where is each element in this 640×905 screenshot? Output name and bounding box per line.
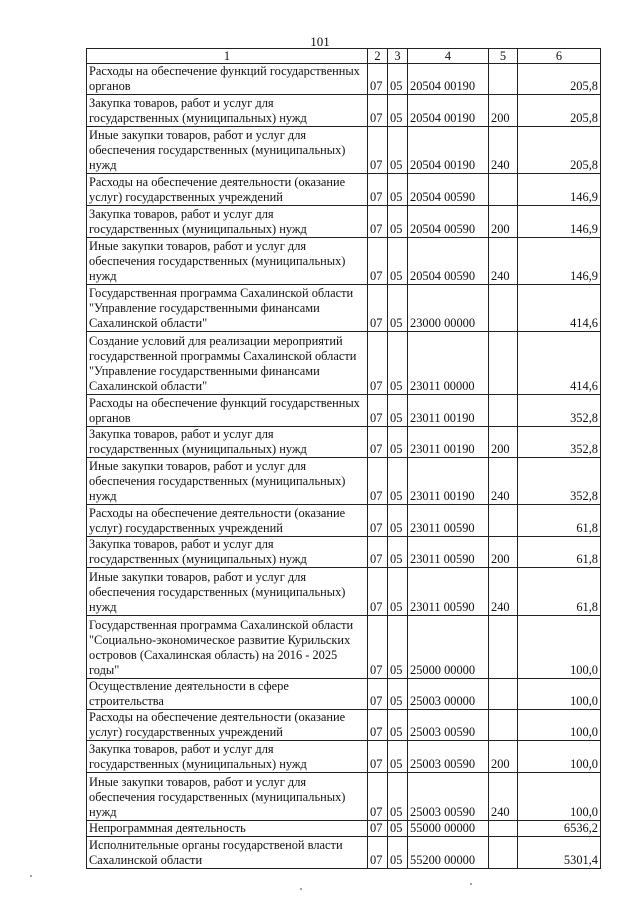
row-amount: 352,8 xyxy=(518,458,601,505)
row-amount: 205,8 xyxy=(518,127,601,174)
row-section: 07 xyxy=(368,616,388,679)
row-expense-type xyxy=(489,395,518,427)
table-row xyxy=(87,568,601,616)
row-amount: 100,0 xyxy=(518,616,601,679)
row-subsection: 05 xyxy=(388,95,408,127)
row-expense-type: 200 xyxy=(489,427,518,458)
row-subsection: 05 xyxy=(388,505,408,537)
row-expense-type xyxy=(489,505,518,537)
row-subsection: 05 xyxy=(388,773,408,821)
row-expense-type xyxy=(489,710,518,741)
table-row xyxy=(87,174,601,206)
table-row xyxy=(87,773,601,821)
row-section: 07 xyxy=(368,837,388,869)
row-section: 07 xyxy=(368,821,388,837)
row-expense-type xyxy=(489,837,518,869)
table-row xyxy=(87,238,601,285)
row-name: Непрограммная деятельность xyxy=(87,821,368,837)
table-row xyxy=(87,395,601,427)
row-target-article: 25000 00000 xyxy=(408,616,489,679)
row-target-article: 20504 00190 xyxy=(408,127,489,174)
table-row xyxy=(87,741,601,773)
row-section: 07 xyxy=(368,568,388,616)
budget-table xyxy=(86,48,601,869)
table-row xyxy=(87,458,601,505)
row-name: Государственная программа Сахалинской области "Управление государственными финансами Сахалинской области" xyxy=(87,285,368,332)
row-amount: 414,6 xyxy=(518,332,601,395)
row-name: Расходы на обеспечение деятельности (оказание услуг) государственных учреждений xyxy=(87,505,368,537)
row-section: 07 xyxy=(368,458,388,505)
header-col-4: 4 xyxy=(408,49,489,64)
row-subsection: 05 xyxy=(388,458,408,505)
header-col-5: 5 xyxy=(489,49,518,64)
row-section: 07 xyxy=(368,679,388,710)
table-row xyxy=(87,95,601,127)
row-target-article: 25003 00590 xyxy=(408,773,489,821)
row-section: 07 xyxy=(368,537,388,568)
header-col-2: 2 xyxy=(368,49,388,64)
row-expense-type: 240 xyxy=(489,458,518,505)
row-name: Закупка товаров, работ и услуг для государственных (муниципальных) нужд xyxy=(87,537,368,568)
header-col-3: 3 xyxy=(388,49,408,64)
row-amount: 352,8 xyxy=(518,395,601,427)
row-target-article: 55200 00000 xyxy=(408,837,489,869)
table-row xyxy=(87,332,601,395)
row-expense-type xyxy=(489,679,518,710)
row-subsection: 05 xyxy=(388,837,408,869)
row-target-article: 23011 00190 xyxy=(408,427,489,458)
row-name: Исполнительные органы государственой власти Сахалинской области xyxy=(87,837,368,869)
row-subsection: 05 xyxy=(388,568,408,616)
row-subsection: 05 xyxy=(388,64,408,95)
row-expense-type xyxy=(489,616,518,679)
row-subsection: 05 xyxy=(388,127,408,174)
row-expense-type xyxy=(489,174,518,206)
row-subsection: 05 xyxy=(388,821,408,837)
row-target-article: 55000 00000 xyxy=(408,821,489,837)
row-expense-type: 240 xyxy=(489,568,518,616)
row-target-article: 20504 00590 xyxy=(408,174,489,206)
row-name: Расходы на обеспечение деятельности (оказание услуг) государственных учреждений xyxy=(87,174,368,206)
table-row xyxy=(87,127,601,174)
table-header-row xyxy=(87,49,601,64)
row-section: 07 xyxy=(368,64,388,95)
row-amount: 414,6 xyxy=(518,285,601,332)
row-subsection: 05 xyxy=(388,710,408,741)
row-target-article: 23011 00590 xyxy=(408,537,489,568)
row-subsection: 05 xyxy=(388,395,408,427)
row-name: Иные закупки товаров, работ и услуг для обеспечения государственных (муниципальных) нужд xyxy=(87,238,368,285)
row-amount: 352,8 xyxy=(518,427,601,458)
page-number: 101 xyxy=(310,34,330,49)
row-name: Осуществление деятельности в сфере строительства xyxy=(87,679,368,710)
row-target-article: 23011 00590 xyxy=(408,505,489,537)
row-target-article: 25003 00000 xyxy=(408,679,489,710)
row-expense-type xyxy=(489,332,518,395)
row-amount: 5301,4 xyxy=(518,837,601,869)
row-amount: 100,0 xyxy=(518,710,601,741)
header-col-6: 6 xyxy=(518,49,601,64)
row-expense-type: 240 xyxy=(489,238,518,285)
row-amount: 100,0 xyxy=(518,679,601,710)
row-expense-type xyxy=(489,64,518,95)
row-expense-type xyxy=(489,821,518,837)
table-row xyxy=(87,537,601,568)
row-amount: 100,0 xyxy=(518,741,601,773)
row-name: Иные закупки товаров, работ и услуг для обеспечения государственных (муниципальных) нужд xyxy=(87,568,368,616)
scan-speck xyxy=(470,883,472,885)
table-row xyxy=(87,837,601,869)
row-amount: 146,9 xyxy=(518,206,601,238)
scan-speck xyxy=(30,875,32,877)
row-expense-type: 240 xyxy=(489,127,518,174)
row-expense-type: 200 xyxy=(489,206,518,238)
table-row xyxy=(87,64,601,95)
table-row xyxy=(87,710,601,741)
table-row xyxy=(87,821,601,837)
row-amount: 61,8 xyxy=(518,505,601,537)
table-row xyxy=(87,505,601,537)
row-name: Иные закупки товаров, работ и услуг для обеспечения государственных (муниципальных) нужд xyxy=(87,127,368,174)
row-subsection: 05 xyxy=(388,174,408,206)
table-row xyxy=(87,206,601,238)
row-amount: 205,8 xyxy=(518,95,601,127)
row-section: 07 xyxy=(368,206,388,238)
row-section: 07 xyxy=(368,174,388,206)
table-row xyxy=(87,679,601,710)
row-subsection: 05 xyxy=(388,537,408,568)
row-name: Государственная программа Сахалинской области "Социально-экономическое развитие Курильских островов (Сахалинская область) на 2016 - 2025 годы" xyxy=(87,616,368,679)
row-subsection: 05 xyxy=(388,616,408,679)
row-target-article: 25003 00590 xyxy=(408,710,489,741)
table-row xyxy=(87,285,601,332)
row-amount: 146,9 xyxy=(518,174,601,206)
row-expense-type: 200 xyxy=(489,95,518,127)
row-expense-type: 240 xyxy=(489,773,518,821)
row-expense-type xyxy=(489,285,518,332)
row-expense-type: 200 xyxy=(489,741,518,773)
row-section: 07 xyxy=(368,427,388,458)
row-section: 07 xyxy=(368,95,388,127)
table-row xyxy=(87,427,601,458)
row-name: Расходы на обеспечение деятельности (оказание услуг) государственных учреждений xyxy=(87,710,368,741)
row-amount: 146,9 xyxy=(518,238,601,285)
row-name: Закупка товаров, работ и услуг для государственных (муниципальных) нужд xyxy=(87,427,368,458)
row-section: 07 xyxy=(368,127,388,174)
row-name: Иные закупки товаров, работ и услуг для обеспечения государственных (муниципальных) нужд xyxy=(87,458,368,505)
row-section: 07 xyxy=(368,741,388,773)
row-amount: 61,8 xyxy=(518,568,601,616)
row-subsection: 05 xyxy=(388,285,408,332)
row-name: Расходы на обеспечение функций государственных органов xyxy=(87,395,368,427)
row-target-article: 20504 00590 xyxy=(408,238,489,285)
row-section: 07 xyxy=(368,505,388,537)
row-target-article: 23000 00000 xyxy=(408,285,489,332)
row-amount: 100,0 xyxy=(518,773,601,821)
row-target-article: 23011 00000 xyxy=(408,332,489,395)
row-name: Закупка товаров, работ и услуг для государственных (муниципальных) нужд xyxy=(87,741,368,773)
row-subsection: 05 xyxy=(388,679,408,710)
row-subsection: 05 xyxy=(388,238,408,285)
row-target-article: 20504 00190 xyxy=(408,95,489,127)
row-section: 07 xyxy=(368,710,388,741)
row-subsection: 05 xyxy=(388,427,408,458)
row-target-article: 23011 00590 xyxy=(408,568,489,616)
row-subsection: 05 xyxy=(388,332,408,395)
row-section: 07 xyxy=(368,395,388,427)
row-target-article: 23011 00190 xyxy=(408,395,489,427)
row-amount: 61,8 xyxy=(518,537,601,568)
row-amount: 6536,2 xyxy=(518,821,601,837)
row-target-article: 20504 00190 xyxy=(408,64,489,95)
row-target-article: 25003 00590 xyxy=(408,741,489,773)
row-subsection: 05 xyxy=(388,206,408,238)
table-row xyxy=(87,616,601,679)
header-col-1: 1 xyxy=(87,49,368,64)
row-name: Закупка товаров, работ и услуг для государственных (муниципальных) нужд xyxy=(87,95,368,127)
row-amount: 205,8 xyxy=(518,64,601,95)
row-subsection: 05 xyxy=(388,741,408,773)
row-section: 07 xyxy=(368,773,388,821)
row-target-article: 20504 00590 xyxy=(408,206,489,238)
row-section: 07 xyxy=(368,332,388,395)
row-expense-type: 200 xyxy=(489,537,518,568)
row-name: Закупка товаров, работ и услуг для государственных (муниципальных) нужд xyxy=(87,206,368,238)
row-section: 07 xyxy=(368,238,388,285)
row-name: Создание условий для реализации мероприятий государственной программы Сахалинской области "Управление государственными финансами Сахалинской области" xyxy=(87,332,368,395)
row-name: Иные закупки товаров, работ и услуг для обеспечения государственных (муниципальных) нужд xyxy=(87,773,368,821)
row-section: 07 xyxy=(368,285,388,332)
row-name: Расходы на обеспечение функций государственных органов xyxy=(87,64,368,95)
scan-speck xyxy=(300,888,302,890)
row-target-article: 23011 00190 xyxy=(408,458,489,505)
